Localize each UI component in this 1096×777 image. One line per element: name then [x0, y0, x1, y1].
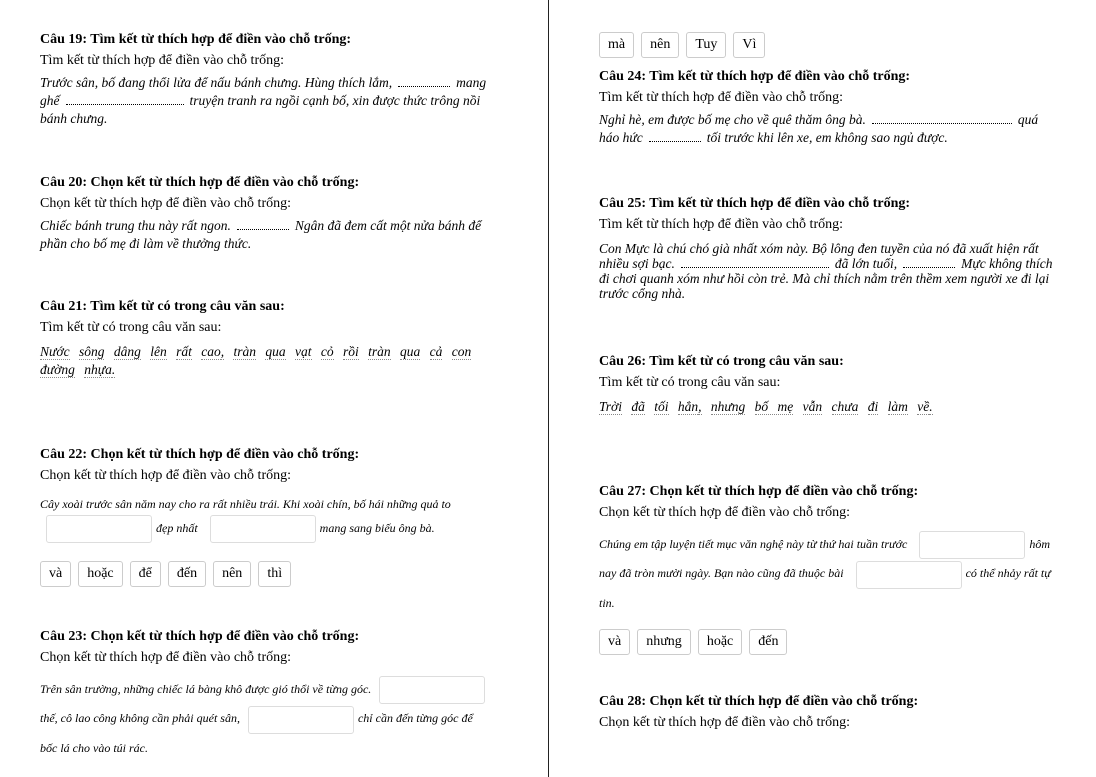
answer-drop-box[interactable] — [919, 531, 1025, 559]
word-token[interactable]: . — [111, 362, 116, 377]
word-token[interactable]: lên — [150, 344, 167, 359]
word-token[interactable]: sông — [78, 344, 105, 359]
blank-1[interactable] — [237, 218, 289, 230]
word-token[interactable]: Nước — [40, 344, 70, 359]
question-instruction: Chọn kết từ thích hợp để điền vào chỗ trống: — [40, 196, 292, 211]
blank-1[interactable] — [681, 256, 829, 268]
word-token[interactable]: về — [917, 399, 930, 414]
answer-chip[interactable]: mà — [599, 32, 634, 58]
question-passage: Trên sân trường, những chiếc lá bàng khô được gió thổi về từng góc. thế, cô lao công không cần phải quét sân, chỉ cần đến từng góc để bốc lá cho vào túi rác. — [40, 675, 510, 762]
question-title: Câu 19: Tìm kết từ thích hợp để điền vào chỗ trống: — [40, 32, 352, 47]
question-instruction: Chọn kết từ thích hợp để điền vào chỗ trống: — [599, 505, 851, 520]
answer-choice-list — [599, 32, 1069, 58]
question-26 — [599, 353, 1069, 416]
word-token[interactable]: . — [929, 399, 933, 414]
word-token[interactable]: tối — [654, 399, 669, 414]
word-token[interactable]: , — [220, 344, 225, 359]
question-title: Câu 27: Chọn kết từ thích hợp để điền vào chỗ trống: — [599, 484, 919, 499]
question-passage: Trước sân, bố đang thổi lửa để nấu bánh chưng. Hùng thích lắm, mang ghế truyện tranh ra ngồi cạnh bố, xin được thức trông nồi bánh chưng. — [40, 75, 487, 126]
word-token[interactable]: vạt — [295, 344, 312, 359]
word-token[interactable]: nhưng — [710, 399, 746, 414]
answer-chip[interactable]: nhưng — [637, 629, 691, 655]
question-instruction: Chọn kết từ thích hợp để điền vào chỗ trống: — [40, 468, 292, 483]
word-token[interactable]: cả — [429, 344, 443, 359]
word-token[interactable]: bố mẹ — [754, 399, 794, 414]
word-token[interactable]: cao — [201, 344, 221, 359]
right-column — [599, 0, 1069, 777]
question-instruction: Tìm kết từ thích hợp để điền vào chỗ trống: — [40, 53, 284, 68]
answer-chip[interactable]: và — [599, 629, 630, 655]
question-28 — [599, 693, 1069, 732]
question-instruction: Tìm kết từ có trong câu văn sau: — [599, 375, 781, 390]
word-token[interactable]: Trời — [599, 399, 622, 414]
answer-chip[interactable]: đến — [168, 561, 206, 587]
answer-drop-box[interactable] — [46, 515, 152, 543]
question-passage: Chúng em tập luyện tiết mục văn nghệ này từ thứ hai tuần trước hôm nay đã tròn mười ngày. Bạn nào cũng đã thuộc bài có thể nhảy rất tự tin. — [599, 530, 1069, 617]
word-token[interactable]: tràn — [368, 344, 391, 359]
question-title: Câu 26: Tìm kết từ có trong câu văn sau: — [599, 354, 844, 369]
word-token[interactable]: dâng — [113, 344, 141, 359]
selectable-word-list — [599, 398, 1069, 416]
answer-chip[interactable]: hoặc — [78, 561, 122, 587]
answer-drop-box[interactable] — [210, 515, 316, 543]
answer-chip[interactable]: và — [40, 561, 71, 587]
answer-chip[interactable]: đến — [749, 629, 787, 655]
answer-chip[interactable]: để — [130, 561, 161, 587]
question-passage: Chiếc bánh trung thu này rất ngon. Ngân đã đem cất một nửa bánh để phần cho bố mẹ đi làm về thưởng thức. — [40, 218, 482, 251]
left-column — [40, 0, 510, 777]
answer-chip[interactable]: Tuy — [686, 32, 726, 58]
question-passage: Con Mực là chú chó già nhất xóm này. Bộ lông đen tuyền của nó đã xuất hiện rất nhiều sợi bạc. đã lớn tuổi, Mực không thích đi chơi quanh xóm như hồi còn trẻ. Mà chỉ thích nằm trên thềm xem người xe đi lại trước cổng nhà. — [599, 241, 1053, 301]
answer-drop-box[interactable] — [248, 706, 354, 734]
word-token[interactable]: vẫn — [802, 399, 823, 414]
answer-choice-list — [599, 629, 1069, 655]
question-instruction: Chọn kết từ thích hợp để điền vào chỗ trống: — [40, 650, 292, 665]
answer-drop-box[interactable] — [856, 561, 962, 589]
answer-drop-box[interactable] — [379, 676, 485, 704]
word-token[interactable]: cỏ — [320, 344, 334, 359]
question-title: Câu 20: Chọn kết từ thích hợp để điền vào chỗ trống: — [40, 175, 360, 190]
question-title: Câu 22: Chọn kết từ thích hợp để điền vào chỗ trống: — [40, 447, 360, 462]
question-19 — [40, 31, 510, 128]
answer-chip[interactable]: thì — [258, 561, 291, 587]
blank-1[interactable] — [398, 75, 450, 87]
word-token[interactable]: , — [698, 399, 702, 414]
question-23 — [40, 628, 510, 762]
question-23-choices — [599, 32, 1069, 58]
question-22: Câu 22: Chọn kết từ thích hợp để điền vào chỗ trống: Chọn kết từ thích hợp để điền vào chỗ trống: Cây xoài trước sân năm nay cho ra rất nhiều trái. Khi xoài chín, bố hái những quả to đẹp nhất mang sang biếu ông bà. và hoặc để đến nên thì — [40, 446, 510, 587]
answer-choice-list — [40, 561, 510, 587]
word-token[interactable]: tràn — [233, 344, 256, 359]
word-token[interactable]: hẳn — [677, 399, 699, 414]
blank-2[interactable] — [649, 130, 701, 142]
question-instruction: Chọn kết từ thích hợp để điền vào chỗ trống: — [599, 715, 851, 730]
question-passage: Cây xoài trước sân năm nay cho ra rất nhiều trái. Khi xoài chín, bố hái những quả to — [40, 497, 451, 511]
question-21 — [40, 298, 510, 379]
question-title: Câu 25: Tìm kết từ thích hợp để điền vào chỗ trống: — [599, 196, 911, 211]
question-instruction: Tìm kết từ thích hợp để điền vào chỗ trống: — [599, 90, 843, 105]
blank-2[interactable] — [903, 256, 955, 268]
question-title: Câu 21: Tìm kết từ có trong câu văn sau: — [40, 299, 285, 314]
question-title: Câu 28: Chọn kết từ thích hợp để điền vào chỗ trống: — [599, 694, 919, 709]
word-token[interactable]: đường — [40, 362, 75, 377]
answer-chip[interactable]: nên — [641, 32, 679, 58]
answer-chip[interactable]: Vì — [733, 32, 765, 58]
question-passage: Nghỉ hè, em được bố mẹ cho về quê thăm ông bà. quá háo hức tối trước khi lên xe, em không sao ngủ được. — [599, 112, 1039, 145]
question-20 — [40, 174, 510, 253]
question-instruction: Tìm kết từ thích hợp để điền vào chỗ trống: — [599, 217, 843, 232]
word-token[interactable]: đã — [631, 399, 645, 414]
word-token[interactable]: rất — [176, 344, 192, 359]
word-token[interactable]: con — [451, 344, 472, 359]
question-27 — [599, 483, 1069, 655]
question-25 — [599, 195, 1069, 301]
question-title: Câu 23: Chọn kết từ thích hợp để điền vào chỗ trống: — [40, 629, 360, 644]
blank-1[interactable] — [872, 112, 1012, 124]
column-divider — [548, 0, 549, 777]
word-token[interactable]: rồi — [343, 344, 359, 359]
answer-chip[interactable]: nên — [213, 561, 251, 587]
question-24 — [599, 68, 1069, 147]
word-token[interactable]: đi — [867, 399, 879, 414]
blank-2[interactable] — [66, 93, 184, 105]
selectable-word-list — [40, 343, 510, 379]
word-token[interactable]: nhựa — [84, 362, 112, 377]
word-token[interactable]: qua — [265, 344, 286, 359]
word-token[interactable]: qua — [400, 344, 421, 359]
question-title: Câu 24: Tìm kết từ thích hợp để điền vào chỗ trống: — [599, 69, 911, 84]
word-token[interactable]: làm — [887, 399, 908, 414]
word-token[interactable]: chưa — [831, 399, 859, 414]
question-instruction: Tìm kết từ có trong câu văn sau: — [40, 320, 222, 335]
answer-chip[interactable]: hoặc — [698, 629, 742, 655]
